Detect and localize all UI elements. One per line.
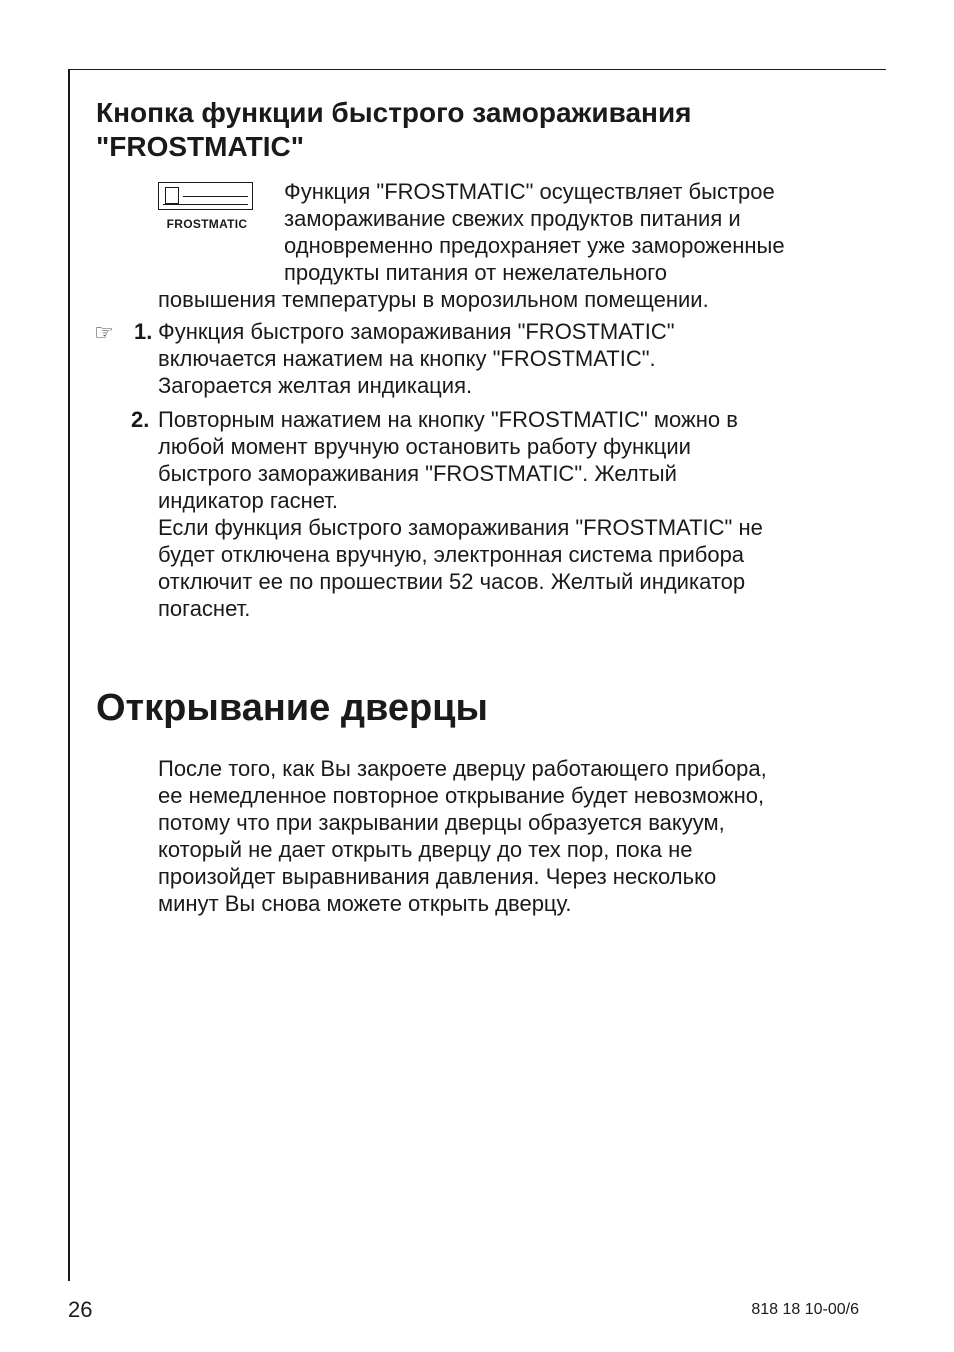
step-2-text: Повторным нажатием на кнопку "FROSTMATIC" можно в любой момент вручную остановить работу функции быстрого замораживания "FROSTMATIC". Желтый индикатор гаснет. — [158, 407, 738, 513]
step-2-note: Если функция быстрого замораживания "FROSTMATIC" не будет отключена вручную, электронная система прибора отключит ее по прошествии 52 часов. Желтый индикатор погаснет. — [158, 515, 763, 621]
intro-paragraph-last-line: повышения температуры в морозильном помещении. — [158, 287, 709, 312]
pointing-hand-icon: ☞ — [94, 320, 114, 345]
document-code: 818 18 10-00/6 — [751, 1301, 859, 1318]
door-opening-paragraph: После того, как Вы закроете дверцу работающего прибора, ее немедленное повторное открывание будет невозможно, потому что при закрывании дверцы образуется вакуум, который не дает открыть дверцу до тех пор, пока не произойдет выравнивания давления. Через несколько минут Вы снова можете открыть дверцу. — [158, 756, 767, 916]
section-heading-frostmatic: Кнопка функции быстрого замораживания "FROSTMATIC" — [96, 97, 692, 162]
left-margin-rule — [68, 69, 70, 1281]
step-number-1: 1. — [134, 319, 153, 344]
frostmatic-button-illustration — [158, 182, 256, 234]
section-heading-door-opening: Открывание дверцы — [96, 687, 488, 729]
page-number: 26 — [68, 1297, 93, 1322]
intro-paragraph: Функция "FROSTMATIC" осуществляет быстрое замораживание свежих продуктов питания и одновременно предохраняет уже замороженные продукты питания от нежелательного — [284, 179, 785, 285]
top-rule — [68, 69, 886, 70]
step-1-text: Функция быстрого замораживания "FROSTMATIC" включается нажатием на кнопку "FROSTMATIC". Загорается желтая индикация. — [158, 319, 675, 398]
indicator-lamp-icon — [165, 187, 179, 204]
frostmatic-button-label: FROSTMATIC — [166, 217, 248, 231]
frostmatic-button-icon — [158, 182, 253, 210]
step-number-2: 2. — [131, 407, 150, 432]
